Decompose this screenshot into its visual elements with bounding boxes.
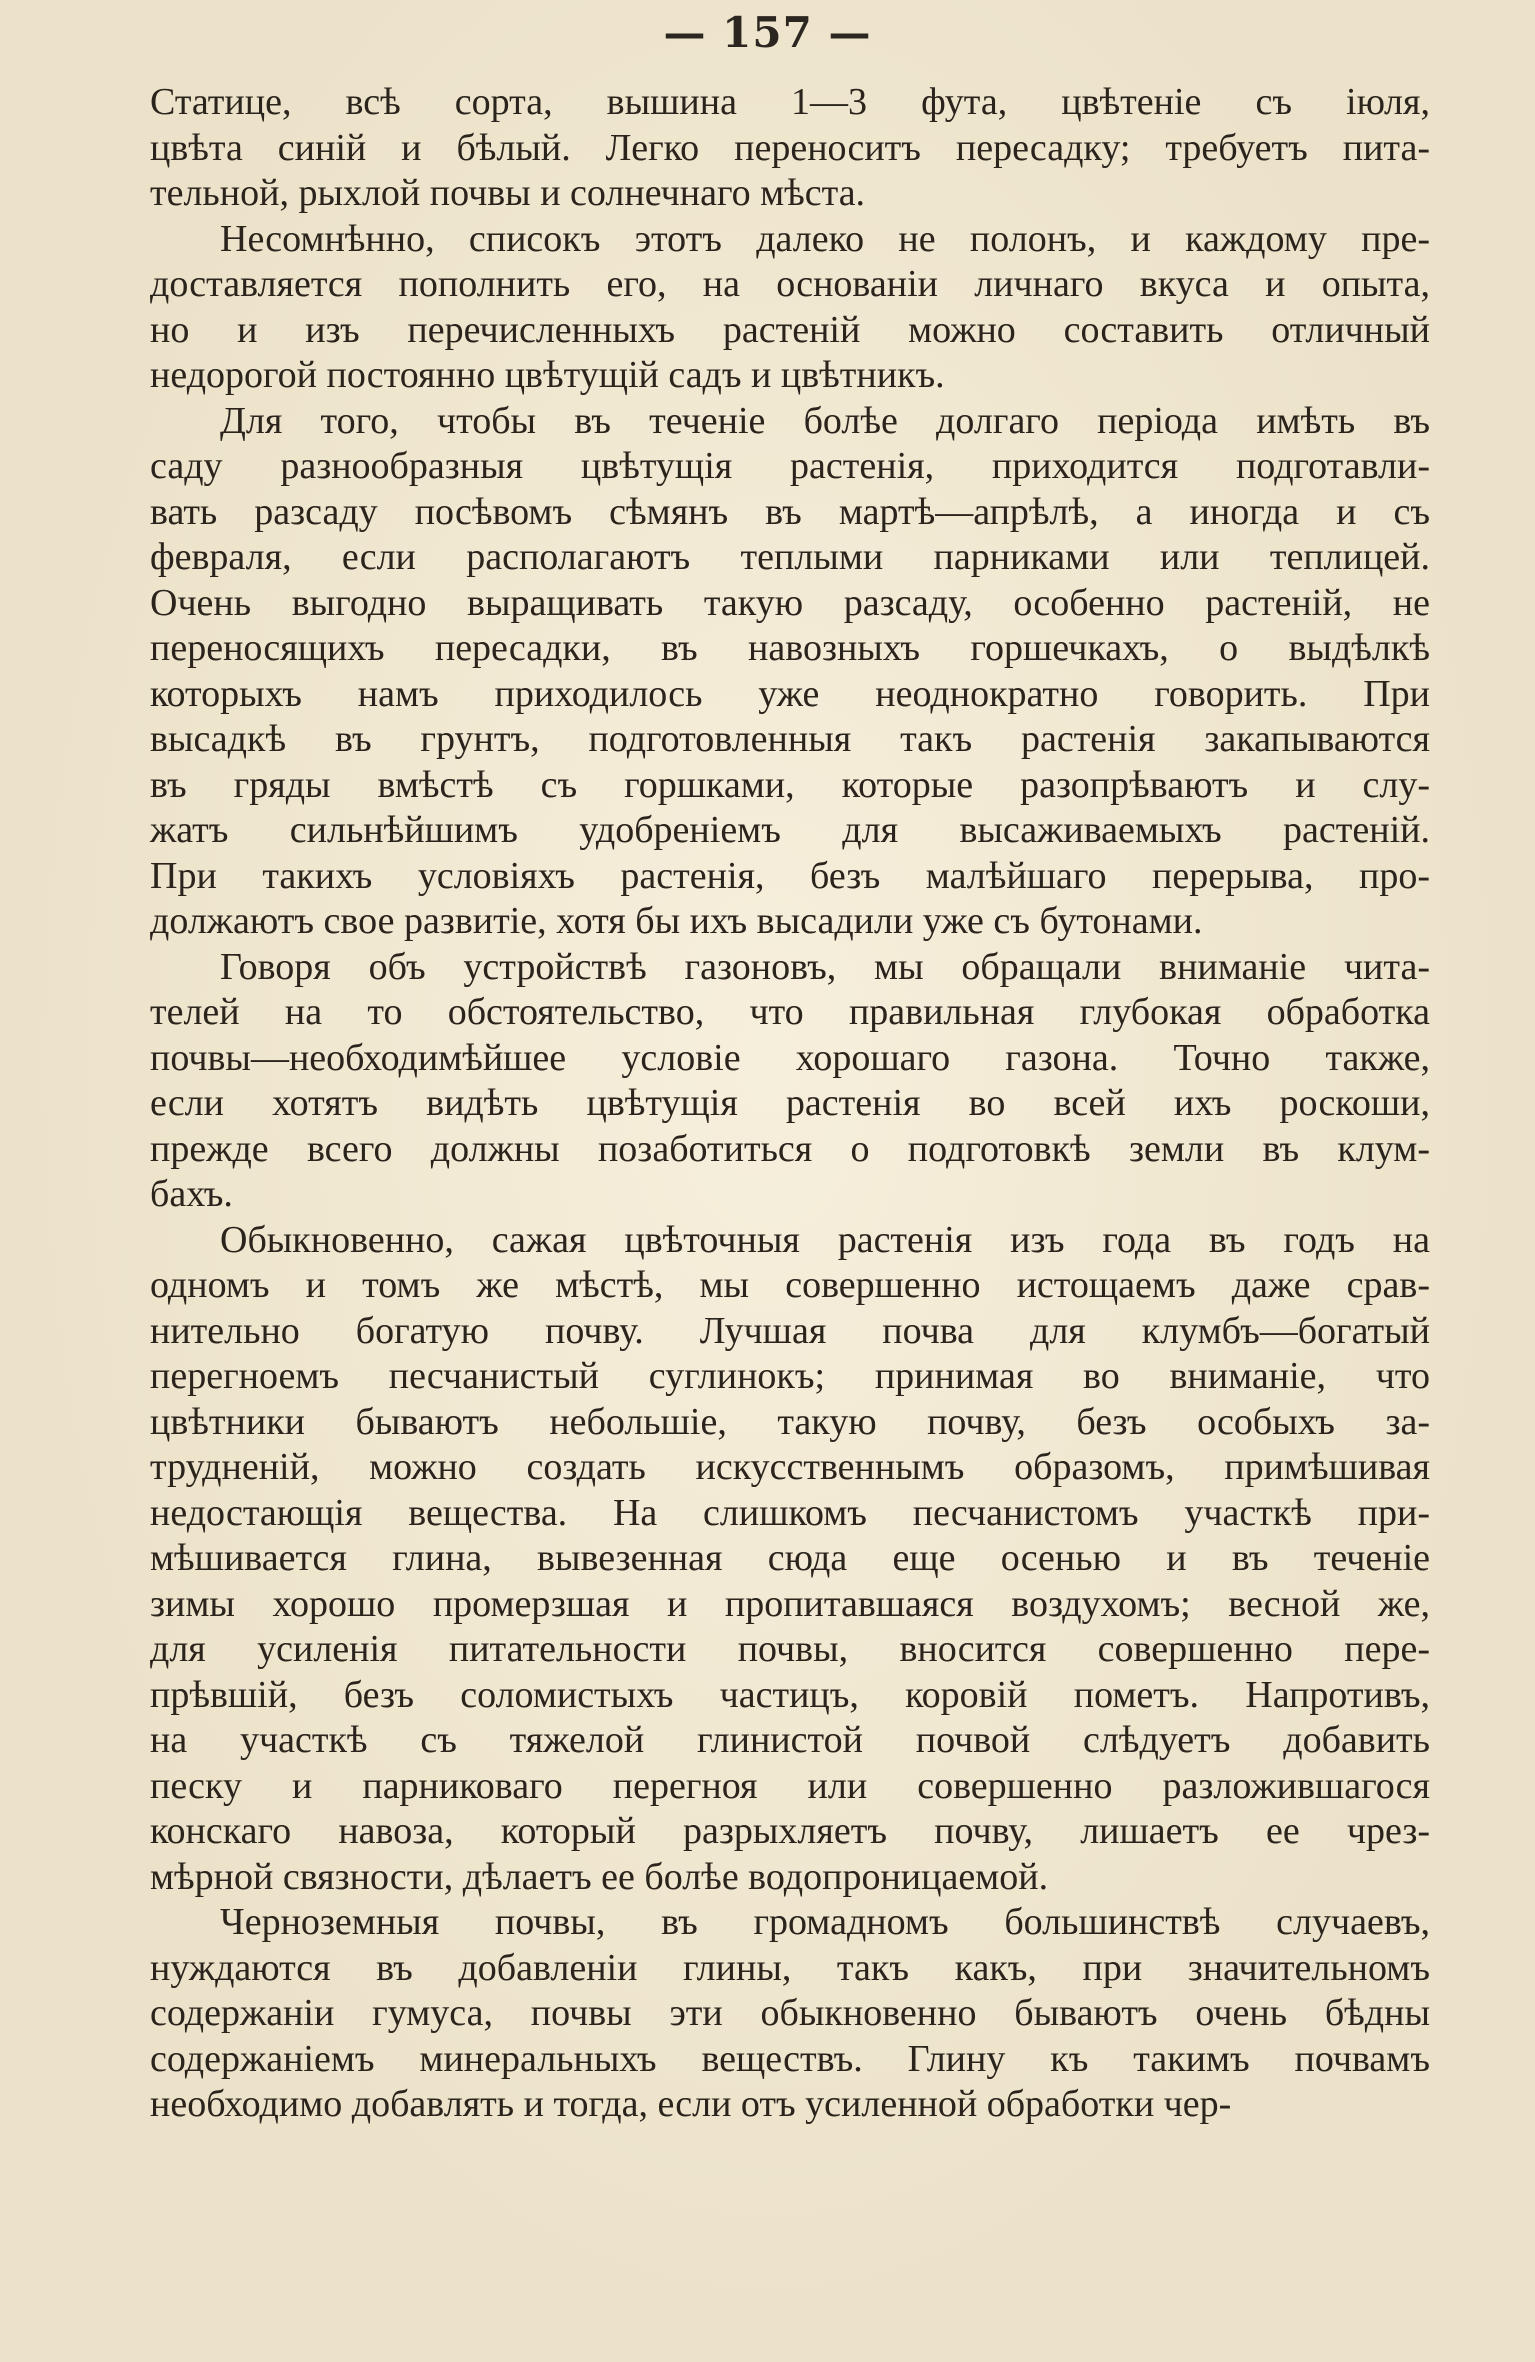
text-line: При такихъ условіяхъ растенія, безъ малѣйшаго перерыва, про- bbox=[150, 854, 1430, 897]
text-line: Говоря объ устройствѣ газоновъ, мы обращали вниманіе чита- bbox=[220, 945, 1430, 988]
text-line: для усиленія питательности почвы, вносится совершенно пере- bbox=[150, 1628, 1430, 1670]
text-line: недостающія вещества. На слишкомъ песчанистомъ участкѣ при- bbox=[150, 1491, 1430, 1534]
text-line: цвѣта синій и бѣлый. Легко переноситъ пересадку; требуетъ пита- bbox=[150, 126, 1430, 169]
text-line: одномъ и томъ же мѣстѣ, мы совершенно истощаемъ даже срав- bbox=[150, 1264, 1430, 1306]
body-text bbox=[150, 80, 1430, 2128]
text-line: песку и парниковаго перегноя или совершенно разложившагося bbox=[150, 1764, 1430, 1807]
text-line: Несомнѣнно, списокъ этотъ далеко не полонъ, и каждому пре- bbox=[220, 217, 1430, 260]
paragraph bbox=[150, 1900, 1430, 2128]
text-line: которыхъ намъ приходилось уже неоднократно говорить. При bbox=[150, 672, 1430, 715]
text-line: трудненій, можно создать искусственнымъ образомъ, примѣшивая bbox=[150, 1446, 1430, 1488]
text-line: мѣрной связности, дѣлаетъ ее болѣе водопроницаемой. bbox=[150, 1855, 1049, 1898]
text-line: цвѣтники бываютъ небольшіе, такую почву, безъ особыхъ за- bbox=[150, 1400, 1430, 1443]
paragraph bbox=[150, 945, 1430, 1218]
text-line: переносящихъ пересадки, въ навозныхъ горшечкахъ, о выдѣлкѣ bbox=[150, 627, 1430, 669]
text-line: если хотятъ видѣть цвѣтущія растенія во всей ихъ роскоши, bbox=[150, 1082, 1430, 1124]
text-line: высадкѣ въ грунтъ, подготовленныя такъ растенія закапываются bbox=[150, 718, 1430, 760]
text-line: но и изъ перечисленныхъ растеній можно составить отличный bbox=[150, 308, 1430, 351]
text-line: нуждаются въ добавленіи глины, такъ какъ, при значительномъ bbox=[150, 1946, 1430, 1989]
paragraph bbox=[150, 80, 1430, 217]
text-line: въ гряды вмѣстѣ съ горшками, которые разопрѣваютъ и слу- bbox=[150, 763, 1430, 806]
paragraph bbox=[150, 399, 1430, 945]
text-line: прѣвшій, безъ соломистыхъ частицъ, коровій пометъ. Напротивъ, bbox=[150, 1673, 1430, 1716]
text-line: доставляется пополнить его, на основаніи личнаго вкуса и опыта, bbox=[150, 263, 1430, 305]
text-line: недорогой постоянно цвѣтущій садъ и цвѣтникъ. bbox=[150, 354, 945, 396]
text-line: февраля, если располагаютъ теплыми парниками или теплицей. bbox=[150, 536, 1430, 578]
text-line: Обыкновенно, сажая цвѣточныя растенія изъ года въ годъ на bbox=[220, 1218, 1430, 1261]
text-line: зимы хорошо промерзшая и пропитавшаяся воздухомъ; весной же, bbox=[150, 1582, 1430, 1625]
text-line: почвы—необходимѣйшее условіе хорошаго газона. Точно также, bbox=[150, 1036, 1430, 1079]
text-line: прежде всего должны позаботиться о подготовкѣ земли въ клум- bbox=[150, 1127, 1430, 1170]
text-line: на участкѣ съ тяжелой глинистой почвой слѣдуетъ добавить bbox=[150, 1719, 1430, 1761]
text-line: бахъ. bbox=[150, 1173, 233, 1215]
text-line: конскаго навоза, который разрыхляетъ почву, лишаетъ ее чрез- bbox=[150, 1810, 1430, 1852]
text-line: содержаніи гумуса, почвы эти обыкновенно бываютъ очень бѣдны bbox=[150, 1992, 1430, 2034]
page-number: — 157 — bbox=[663, 8, 872, 57]
text-line: жатъ сильнѣйшимъ удобреніемъ для высаживаемыхъ растеній. bbox=[150, 809, 1430, 851]
text-line: перегноемъ песчанистый суглинокъ; принимая во вниманіе, что bbox=[150, 1355, 1430, 1397]
text-line: нительно богатую почву. Лучшая почва для клумбъ—богатый bbox=[150, 1309, 1430, 1352]
paragraph bbox=[150, 217, 1430, 399]
text-line: тельной, рыхлой почвы и солнечнаго мѣста. bbox=[150, 172, 866, 214]
text-line: вать разсаду посѣвомъ сѣмянъ въ мартѣ—апрѣлѣ, а иногда и съ bbox=[150, 490, 1430, 533]
text-line: Для того, чтобы въ теченіе болѣе долгаго періода имѣть въ bbox=[220, 399, 1430, 442]
text-line: Статице, всѣ сорта, вышина 1—3 фута, цвѣтеніе съ іюля, bbox=[150, 81, 1430, 123]
text-line: Черноземныя почвы, въ громадномъ большинствѣ случаевъ, bbox=[220, 1901, 1430, 1943]
text-line: саду разнообразныя цвѣтущія растенія, приходится подготавли- bbox=[150, 445, 1430, 487]
text-line: содержаніемъ минеральныхъ веществъ. Глину къ такимъ почвамъ bbox=[150, 2037, 1430, 2080]
text-line: необходимо добавлять и тогда, если отъ усиленной обработки чер- bbox=[150, 2083, 1232, 2125]
text-line: Очень выгодно выращивать такую разсаду, особенно растеній, не bbox=[150, 581, 1430, 624]
paragraph bbox=[150, 1218, 1430, 1901]
text-line: должаютъ свое развитіе, хотя бы ихъ высадили уже съ бутонами. bbox=[150, 900, 1203, 942]
text-line: телей на то обстоятельство, что правильная глубокая обработка bbox=[150, 991, 1430, 1033]
text-line: мѣшивается глина, вывезенная сюда еще осенью и въ теченіе bbox=[150, 1537, 1430, 1579]
